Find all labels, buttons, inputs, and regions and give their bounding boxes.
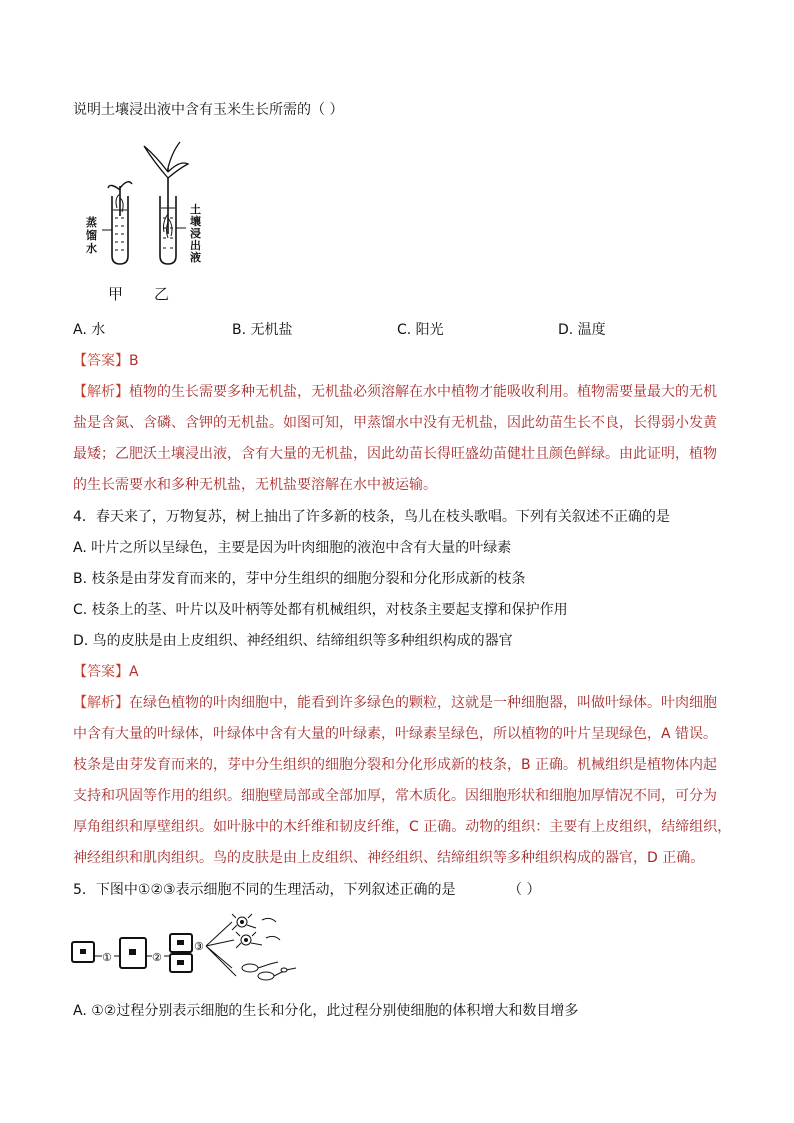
q4-analysis-line-4: 支持和巩固等作用的组织。细胞壁局部或全部加厚，常木质化。因细胞形状和细胞加厚情况不同，可分为 (73, 788, 717, 804)
q4-analysis-line-6: 神经组织和肌肉组织。鸟的皮肤是由上皮组织、神经组织、结缔组织等多种组织构成的器官，D 正确。 (73, 850, 705, 866)
analysis-tag: 【解析】 (73, 695, 129, 711)
q5-cell-process-figure (70, 912, 310, 986)
q5-option-a: A. ①②过程分别表示细胞的生长和分化，此过程分别使细胞的体积增大和数目增多 (73, 1003, 579, 1019)
caption-yi: 乙 (154, 285, 170, 303)
q3-option-b: B. 无机盐 (232, 322, 293, 338)
step-2-label: ② (152, 951, 162, 964)
q5-stem: 5．下图中①②③表示细胞不同的生理活动，下列叙述正确的是 (73, 882, 456, 898)
answer-tag: 【答案】 (73, 353, 129, 369)
q4-option-b: B. 枝条是由芽发育而来的，芽中分生组织的细胞分裂和分化形成新的枝条 (73, 571, 526, 587)
q3-analysis-line-3: 最矮；乙肥沃土壤浸出液，含有大量的无机盐，因此幼苗长得旺盛幼苗健壮且颜色鲜绿。由此证明，植物 (73, 446, 717, 462)
q4-analysis-line-3: 枝条是由芽发育而来的，芽中分生组织的细胞分裂和分化形成新的枝条，B 正确。机械组织是植物体内起 (73, 757, 718, 773)
step-3-label: ③ (194, 940, 204, 953)
answer-value: A (129, 664, 139, 680)
caption-jia: 甲 (108, 285, 124, 303)
answer-value: B (129, 353, 139, 369)
q3-analysis-line-1: 【解析】植物的生长需要多种无机盐，无机盐必须溶解在水中植物才能吸收利用。植物需要量最大的无机 (73, 384, 717, 400)
q4-analysis-line-5: 厚角组织和厚壁组织。如叶脉中的木纤维和韧皮纤维，C 正确。动物的组织：主要有上皮组织，结缔组织， (73, 819, 732, 835)
q5-answer-bracket: （ ） (508, 882, 541, 898)
q4-option-a: A. 叶片之所以呈绿色，主要是因为叶肉细胞的液泡中含有大量的叶绿素 (73, 540, 512, 556)
q3-analysis-line-4: 的生长需要水和多种无机盐，无机盐要溶解在水中被运输。 (73, 477, 437, 493)
q4-stem: 4．春天来了，万物复苏，树上抽出了许多新的枝条，鸟儿在枝头歌唱。下列有关叙述不正确的是 (73, 509, 670, 525)
q4-option-d: D. 鸟的皮肤是由上皮组织、神经组织、结缔组织等多种组织构成的器官 (73, 633, 513, 649)
label-distilled-water: 蒸馏水 (86, 216, 97, 255)
q4-answer (73, 662, 139, 682)
label-soil-extract: 土壤浸出液 (190, 203, 201, 264)
q3-stem: 说明土壤浸出液中含有玉米生长所需的（ ） (73, 102, 344, 118)
analysis-tag: 【解析】 (73, 384, 129, 400)
q4-analysis-line-1: 【解析】在绿色植物的叶肉细胞中，能看到许多绿色的颗粒，这就是一种细胞器，叫做叶绿体。叶肉细胞 (73, 695, 717, 711)
q3-answer (73, 351, 139, 371)
q4-analysis-line-2: 中含有大量的叶绿体，叶绿体中含有大量的叶绿素，叶绿素呈绿色，所以植物的叶片呈现绿色，A 错误。 (73, 726, 718, 742)
q3-option-d: D. 温度 (558, 322, 606, 338)
q3-analysis-line-2: 盐是含氮、含磷、含钾的无机盐。如图可知，甲蒸馏水中没有无机盐，因此幼苗生长不良，长得弱小发黄 (73, 415, 717, 431)
q3-option-c: C. 阳光 (397, 322, 444, 338)
step-1-label: ① (102, 951, 112, 964)
q4-option-c: C. 枝条上的茎、叶片以及叶柄等处都有机械组织，对枝条主要起支撑和保护作用 (73, 602, 568, 618)
tube-b (144, 142, 188, 264)
q3-option-a: A. 水 (73, 322, 106, 338)
tube-a (102, 182, 132, 264)
answer-tag: 【答案】 (73, 664, 129, 680)
